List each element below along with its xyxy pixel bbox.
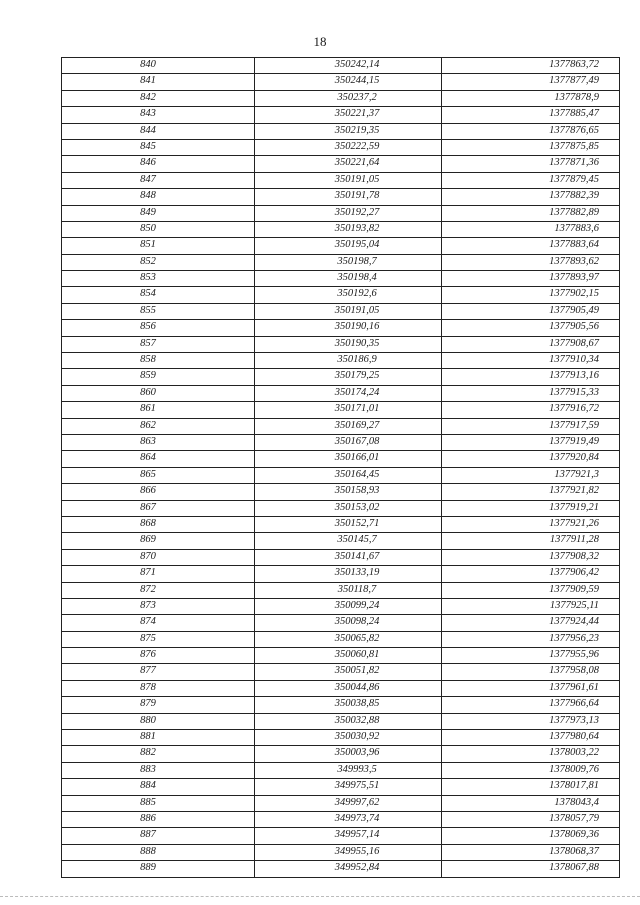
table-row — [62, 664, 620, 680]
table-row — [62, 254, 620, 270]
x-coordinate-cell: 349975,51 — [255, 779, 442, 795]
table-row — [62, 467, 620, 483]
page-number: 18 — [313, 34, 327, 49]
table-row — [62, 549, 620, 565]
y-coordinate-cell: 1378057,79 — [442, 811, 620, 827]
table-row — [62, 369, 620, 385]
point-number-cell: 849 — [62, 205, 255, 221]
point-number-cell: 863 — [62, 434, 255, 450]
point-number-cell: 889 — [62, 861, 255, 877]
point-number-cell: 883 — [62, 762, 255, 778]
point-number-cell: 871 — [62, 566, 255, 582]
table-row — [62, 861, 620, 877]
x-coordinate-cell: 350158,93 — [255, 484, 442, 500]
table-row — [62, 680, 620, 696]
x-coordinate-cell: 350191,05 — [255, 172, 442, 188]
y-coordinate-cell: 1377883,6 — [442, 221, 620, 237]
point-number-cell: 884 — [62, 779, 255, 795]
point-number-cell: 875 — [62, 631, 255, 647]
x-coordinate-cell: 350192,6 — [255, 287, 442, 303]
point-number-cell: 850 — [62, 221, 255, 237]
y-coordinate-cell: 1378043,4 — [442, 795, 620, 811]
x-coordinate-cell: 349973,74 — [255, 811, 442, 827]
table-row — [62, 205, 620, 221]
y-coordinate-cell: 1377905,56 — [442, 320, 620, 336]
table-row — [62, 762, 620, 778]
x-coordinate-cell: 350219,35 — [255, 123, 442, 139]
x-coordinate-cell: 350193,82 — [255, 221, 442, 237]
table-row — [62, 631, 620, 647]
y-coordinate-cell: 1377917,59 — [442, 418, 620, 434]
point-number-cell: 846 — [62, 156, 255, 172]
y-coordinate-cell: 1377910,34 — [442, 353, 620, 369]
table-row — [62, 648, 620, 664]
x-coordinate-cell: 350003,96 — [255, 746, 442, 762]
table-row — [62, 713, 620, 729]
x-coordinate-cell: 350167,08 — [255, 434, 442, 450]
y-coordinate-cell: 1377893,62 — [442, 254, 620, 270]
y-coordinate-cell: 1377908,67 — [442, 336, 620, 352]
y-coordinate-cell: 1377882,89 — [442, 205, 620, 221]
table-row — [62, 418, 620, 434]
point-number-cell: 888 — [62, 844, 255, 860]
y-coordinate-cell: 1377911,28 — [442, 533, 620, 549]
table-row — [62, 828, 620, 844]
x-coordinate-cell: 350141,67 — [255, 549, 442, 565]
table-row — [62, 730, 620, 746]
point-number-cell: 851 — [62, 238, 255, 254]
point-number-cell: 842 — [62, 90, 255, 106]
y-coordinate-cell: 1378003,22 — [442, 746, 620, 762]
y-coordinate-cell: 1378067,88 — [442, 861, 620, 877]
table-row — [62, 533, 620, 549]
x-coordinate-cell: 350060,81 — [255, 648, 442, 664]
x-coordinate-cell: 350190,16 — [255, 320, 442, 336]
point-number-cell: 870 — [62, 549, 255, 565]
table-row — [62, 172, 620, 188]
table-row — [62, 566, 620, 582]
coordinates-table-body — [62, 58, 620, 878]
y-coordinate-cell: 1377916,72 — [442, 402, 620, 418]
x-coordinate-cell: 350244,15 — [255, 74, 442, 90]
table-row — [62, 287, 620, 303]
table-row — [62, 107, 620, 123]
x-coordinate-cell: 349955,16 — [255, 844, 442, 860]
table-row — [62, 320, 620, 336]
y-coordinate-cell: 1377925,11 — [442, 598, 620, 614]
y-coordinate-cell: 1377883,64 — [442, 238, 620, 254]
table-row — [62, 484, 620, 500]
point-number-cell: 887 — [62, 828, 255, 844]
scan-bottom-edge — [0, 896, 640, 897]
y-coordinate-cell: 1378068,37 — [442, 844, 620, 860]
point-number-cell: 840 — [62, 58, 255, 74]
y-coordinate-cell: 1377966,64 — [442, 697, 620, 713]
x-coordinate-cell: 350032,88 — [255, 713, 442, 729]
x-coordinate-cell: 350191,78 — [255, 189, 442, 205]
x-coordinate-cell: 350242,14 — [255, 58, 442, 74]
y-coordinate-cell: 1377919,49 — [442, 434, 620, 450]
point-number-cell: 876 — [62, 648, 255, 664]
table-row — [62, 238, 620, 254]
y-coordinate-cell: 1378017,81 — [442, 779, 620, 795]
x-coordinate-cell: 350190,35 — [255, 336, 442, 352]
table-row — [62, 516, 620, 532]
y-coordinate-cell: 1377908,32 — [442, 549, 620, 565]
point-number-cell: 843 — [62, 107, 255, 123]
point-number-cell: 874 — [62, 615, 255, 631]
point-number-cell: 877 — [62, 664, 255, 680]
y-coordinate-cell: 1377876,65 — [442, 123, 620, 139]
y-coordinate-cell: 1377921,82 — [442, 484, 620, 500]
point-number-cell: 862 — [62, 418, 255, 434]
table-row — [62, 353, 620, 369]
x-coordinate-cell: 350065,82 — [255, 631, 442, 647]
y-coordinate-cell: 1377877,49 — [442, 74, 620, 90]
table-row — [62, 123, 620, 139]
table-row — [62, 844, 620, 860]
x-coordinate-cell: 350191,05 — [255, 303, 442, 319]
table-row — [62, 779, 620, 795]
point-number-cell: 881 — [62, 730, 255, 746]
point-number-cell: 880 — [62, 713, 255, 729]
table-row — [62, 811, 620, 827]
x-coordinate-cell: 350198,4 — [255, 271, 442, 287]
point-number-cell: 856 — [62, 320, 255, 336]
table-row — [62, 697, 620, 713]
point-number-cell: 848 — [62, 189, 255, 205]
y-coordinate-cell: 1377879,45 — [442, 172, 620, 188]
y-coordinate-cell: 1377909,59 — [442, 582, 620, 598]
point-number-cell: 864 — [62, 451, 255, 467]
point-number-cell: 860 — [62, 385, 255, 401]
x-coordinate-cell: 350237,2 — [255, 90, 442, 106]
x-coordinate-cell: 350222,59 — [255, 139, 442, 155]
table-row — [62, 90, 620, 106]
y-coordinate-cell: 1377973,13 — [442, 713, 620, 729]
x-coordinate-cell: 350179,25 — [255, 369, 442, 385]
table-row — [62, 189, 620, 205]
point-number-cell: 853 — [62, 271, 255, 287]
x-coordinate-cell: 350152,71 — [255, 516, 442, 532]
x-coordinate-cell: 350145,7 — [255, 533, 442, 549]
table-row — [62, 582, 620, 598]
y-coordinate-cell: 1377961,61 — [442, 680, 620, 696]
point-number-cell: 882 — [62, 746, 255, 762]
table-row — [62, 139, 620, 155]
table-row — [62, 402, 620, 418]
table-row — [62, 598, 620, 614]
y-coordinate-cell: 1377906,42 — [442, 566, 620, 582]
y-coordinate-cell: 1377955,96 — [442, 648, 620, 664]
y-coordinate-cell: 1377878,9 — [442, 90, 620, 106]
y-coordinate-cell: 1377921,26 — [442, 516, 620, 532]
y-coordinate-cell: 1377980,64 — [442, 730, 620, 746]
x-coordinate-cell: 350221,64 — [255, 156, 442, 172]
table-row — [62, 336, 620, 352]
table-row — [62, 303, 620, 319]
point-number-cell: 844 — [62, 123, 255, 139]
y-coordinate-cell: 1377902,15 — [442, 287, 620, 303]
x-coordinate-cell: 350038,85 — [255, 697, 442, 713]
y-coordinate-cell: 1377919,21 — [442, 500, 620, 516]
x-coordinate-cell: 350166,01 — [255, 451, 442, 467]
point-number-cell: 854 — [62, 287, 255, 303]
point-number-cell: 859 — [62, 369, 255, 385]
point-number-cell: 885 — [62, 795, 255, 811]
y-coordinate-cell: 1377905,49 — [442, 303, 620, 319]
x-coordinate-cell: 350198,7 — [255, 254, 442, 270]
point-number-cell: 872 — [62, 582, 255, 598]
y-coordinate-cell: 1377871,36 — [442, 156, 620, 172]
y-coordinate-cell: 1377924,44 — [442, 615, 620, 631]
y-coordinate-cell: 1378009,76 — [442, 762, 620, 778]
point-number-cell: 879 — [62, 697, 255, 713]
point-number-cell: 873 — [62, 598, 255, 614]
x-coordinate-cell: 349997,62 — [255, 795, 442, 811]
x-coordinate-cell: 350133,19 — [255, 566, 442, 582]
x-coordinate-cell: 350030,92 — [255, 730, 442, 746]
y-coordinate-cell: 1377913,16 — [442, 369, 620, 385]
y-coordinate-cell: 1377915,33 — [442, 385, 620, 401]
x-coordinate-cell: 350169,27 — [255, 418, 442, 434]
point-number-cell: 867 — [62, 500, 255, 516]
point-number-cell: 845 — [62, 139, 255, 155]
point-number-cell: 857 — [62, 336, 255, 352]
x-coordinate-cell: 350118,7 — [255, 582, 442, 598]
x-coordinate-cell: 350195,04 — [255, 238, 442, 254]
y-coordinate-cell: 1377885,47 — [442, 107, 620, 123]
y-coordinate-cell: 1377956,23 — [442, 631, 620, 647]
point-number-cell: 858 — [62, 353, 255, 369]
y-coordinate-cell: 1377893,97 — [442, 271, 620, 287]
x-coordinate-cell: 350099,24 — [255, 598, 442, 614]
x-coordinate-cell: 350153,02 — [255, 500, 442, 516]
point-number-cell: 841 — [62, 74, 255, 90]
y-coordinate-cell: 1377882,39 — [442, 189, 620, 205]
x-coordinate-cell: 350174,24 — [255, 385, 442, 401]
y-coordinate-cell: 1377921,3 — [442, 467, 620, 483]
point-number-cell: 868 — [62, 516, 255, 532]
y-coordinate-cell: 1377863,72 — [442, 58, 620, 74]
table-row — [62, 271, 620, 287]
y-coordinate-cell: 1377875,85 — [442, 139, 620, 155]
y-coordinate-cell: 1377920,84 — [442, 451, 620, 467]
y-coordinate-cell: 1378069,36 — [442, 828, 620, 844]
point-number-cell: 855 — [62, 303, 255, 319]
x-coordinate-cell: 349952,84 — [255, 861, 442, 877]
table-row — [62, 434, 620, 450]
table-row — [62, 795, 620, 811]
table-row — [62, 58, 620, 74]
x-coordinate-cell: 349957,14 — [255, 828, 442, 844]
point-number-cell: 878 — [62, 680, 255, 696]
x-coordinate-cell: 350186,9 — [255, 353, 442, 369]
table-row — [62, 500, 620, 516]
table-row — [62, 156, 620, 172]
x-coordinate-cell: 350192,27 — [255, 205, 442, 221]
point-number-cell: 866 — [62, 484, 255, 500]
table-row — [62, 221, 620, 237]
point-number-cell: 861 — [62, 402, 255, 418]
table-row — [62, 74, 620, 90]
x-coordinate-cell: 350051,82 — [255, 664, 442, 680]
x-coordinate-cell: 349993,5 — [255, 762, 442, 778]
point-number-cell: 847 — [62, 172, 255, 188]
point-number-cell: 865 — [62, 467, 255, 483]
table-row — [62, 746, 620, 762]
point-number-cell: 886 — [62, 811, 255, 827]
x-coordinate-cell: 350171,01 — [255, 402, 442, 418]
table-row — [62, 385, 620, 401]
x-coordinate-cell: 350221,37 — [255, 107, 442, 123]
x-coordinate-cell: 350044,86 — [255, 680, 442, 696]
table-row — [62, 615, 620, 631]
point-number-cell: 852 — [62, 254, 255, 270]
x-coordinate-cell: 350164,45 — [255, 467, 442, 483]
x-coordinate-cell: 350098,24 — [255, 615, 442, 631]
table-row — [62, 451, 620, 467]
coordinates-table — [61, 57, 620, 878]
y-coordinate-cell: 1377958,08 — [442, 664, 620, 680]
point-number-cell: 869 — [62, 533, 255, 549]
